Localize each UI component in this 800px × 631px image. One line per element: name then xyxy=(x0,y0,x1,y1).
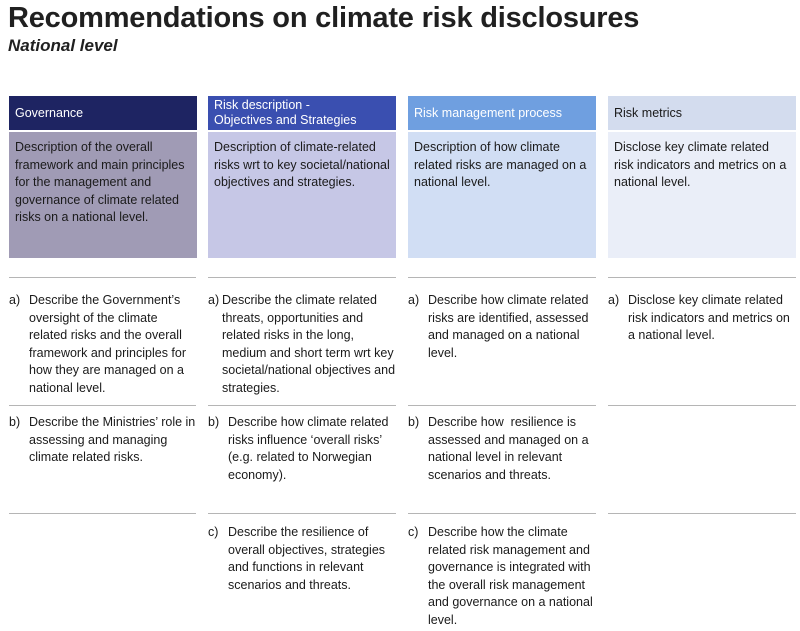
item-label: a) xyxy=(408,293,420,307)
column-header-label: Governance xyxy=(15,105,84,120)
item-text: Describe how the climate related risk management and governance is integrated with the overall risk management and governance on a national level. xyxy=(428,525,593,627)
item-text: Describe the Government’s oversight of the climate related risks and the overall framework and principles for how they are managed on a national level. xyxy=(29,293,187,395)
item-label: c) xyxy=(208,525,219,539)
item-text: Describe the resilience of overall objectives, strategies and functions in relevant scenarios and threats. xyxy=(228,525,386,592)
divider xyxy=(9,277,196,278)
item-label: b) xyxy=(9,415,21,429)
column-header xyxy=(608,96,796,130)
divider xyxy=(408,513,596,514)
item-text: Describe how climate related risks influence ‘overall risks’ (e.g. related to Norwegian economy). xyxy=(228,415,389,482)
column-description: Description of climate-related risks wrt to key societal/national objectives and strategies. xyxy=(208,132,396,258)
column-header xyxy=(408,96,596,130)
item-label: a) xyxy=(9,293,21,307)
recommendation-item xyxy=(208,524,396,594)
divider xyxy=(608,405,796,406)
divider xyxy=(608,513,796,514)
page-title: Recommendations on climate risk disclosures xyxy=(8,2,640,34)
column-header-label: Risk description - xyxy=(214,98,310,112)
divider xyxy=(9,405,196,406)
page-subtitle: National level xyxy=(8,36,118,55)
divider xyxy=(608,277,796,278)
recommendation-item xyxy=(408,414,596,484)
divider xyxy=(408,277,596,278)
recommendation-item xyxy=(408,524,596,629)
column-header-label: Risk metrics xyxy=(614,105,683,120)
column-header-label: Risk management process xyxy=(414,105,562,120)
recommendation-item xyxy=(608,292,796,345)
column-header xyxy=(208,96,396,130)
item-text: Describe how climate related risks are identified, assessed and managed on a national level. xyxy=(428,293,589,360)
item-label: a) xyxy=(608,293,620,307)
recommendation-item xyxy=(208,292,396,397)
divider xyxy=(9,513,196,514)
divider xyxy=(208,277,396,278)
item-text: Describe the Ministries’ role in assessing and managing climate related risks. xyxy=(29,415,196,464)
divider xyxy=(408,405,596,406)
item-text: Disclose key climate related risk indicators and metrics on a national level. xyxy=(628,293,790,342)
divider xyxy=(208,513,396,514)
divider xyxy=(208,405,396,406)
item-text: Describe the climate related threats, opportunities and related risks in the long, medium and short term wrt key societal/national objectives and strategies. xyxy=(222,293,396,395)
recommendation-item xyxy=(408,292,596,362)
item-label: c) xyxy=(408,525,419,539)
item-label: b) xyxy=(208,415,220,429)
column-description: Description of how climate related risks are managed on a national level. xyxy=(408,132,596,258)
item-label: b) xyxy=(408,415,420,429)
recommendation-item xyxy=(9,414,197,467)
column-header xyxy=(9,96,197,130)
column-description: Description of the overall framework and main principles for the management and governance of climate related risks on a national level. xyxy=(9,132,197,258)
item-text: Describe how resilience is assessed and managed on a national level in relevant scenarios and threats. xyxy=(428,415,593,482)
column-header-label: Objectives and Strategies xyxy=(214,113,357,127)
recommendation-item xyxy=(9,292,197,397)
column-description: Disclose key climate related risk indicators and metrics on a national level. xyxy=(608,132,796,258)
item-label: a) xyxy=(208,293,220,307)
recommendation-item xyxy=(208,414,396,484)
